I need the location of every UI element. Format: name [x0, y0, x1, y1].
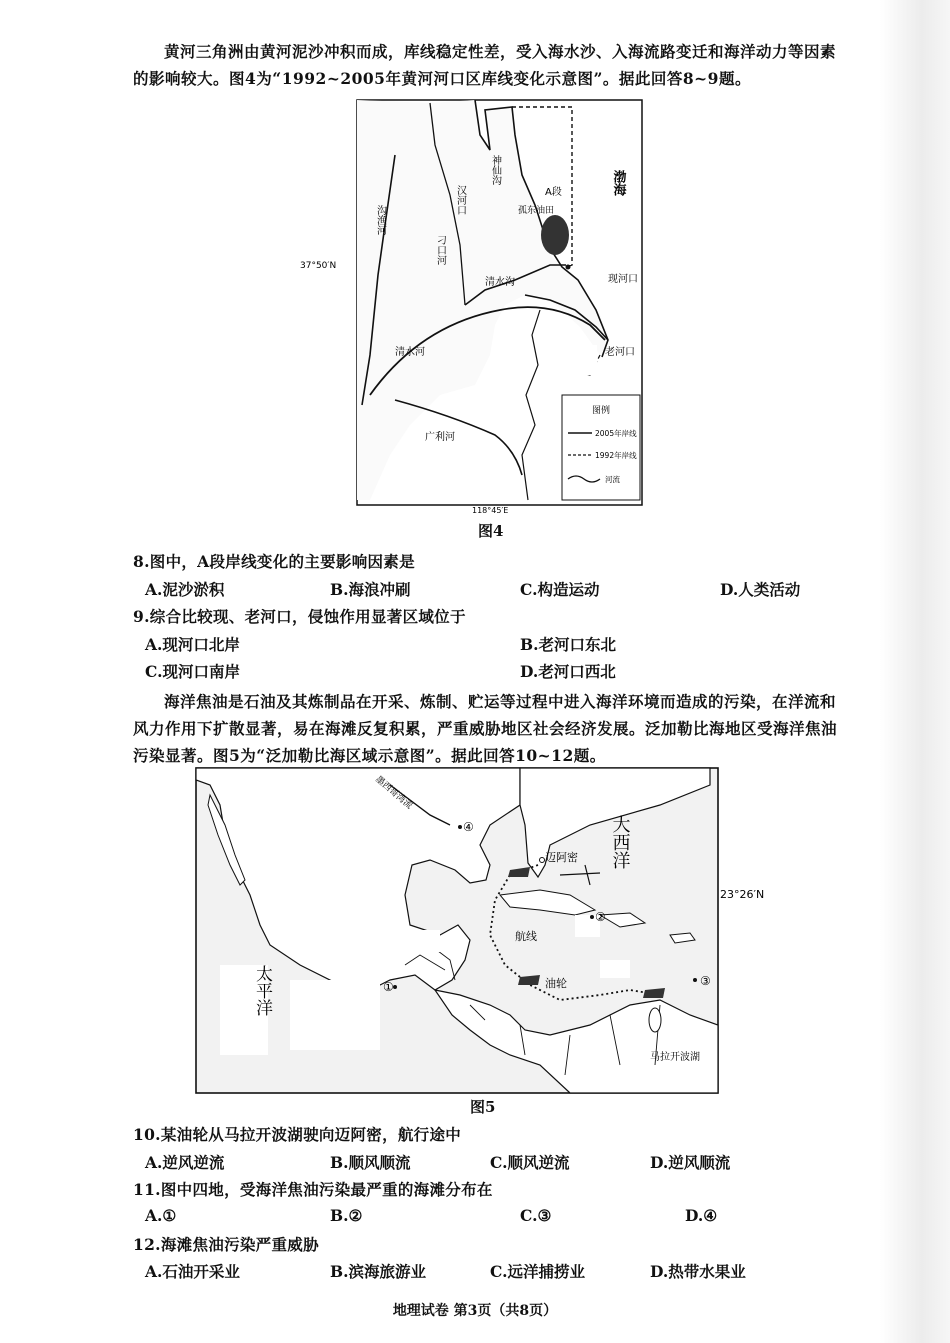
- label-maracaibo: 马拉开波湖: [650, 1052, 700, 1063]
- fig4-legend: [562, 395, 640, 500]
- question-12-option-b[interactable]: B.滨海旅游业: [330, 1262, 426, 1281]
- intro-paragraph-2: 海洋焦油是石油及其炼制品在开采、炼制、贮运等过程中进入海洋环境而造成的污染，在洋流和风力作用下扩散显著，易在海滩反复积累，严重威胁地区社会经济发展。泛加勒比海地区受海洋焦油污染显著。图5为“泛加勒比海区域示意图”。据此回答10~12题。: [133, 692, 838, 765]
- question-8-option-b[interactable]: B.海浪冲刷: [330, 580, 411, 599]
- point-4-marker: [458, 825, 462, 829]
- question-11-option-d[interactable]: D.④: [685, 1206, 718, 1225]
- label-miami: 迈阿密: [545, 851, 578, 864]
- label-atlantic: 大西洋: [609, 815, 631, 869]
- question-11-option-a[interactable]: A.①: [145, 1206, 177, 1225]
- question-12-stem: 12.海滩焦油污染严重威胁: [133, 1235, 319, 1254]
- question-10-option-d[interactable]: D.逆风顺流: [650, 1153, 731, 1172]
- label-river-3: 神仙沟: [489, 155, 501, 185]
- question-9-option-b[interactable]: B.老河口东北: [520, 635, 616, 654]
- question-10-stem: 10.某油轮从马拉开波湖驶向迈阿密，航行途中: [133, 1125, 462, 1144]
- label-river-1: 沟渔河: [374, 205, 386, 235]
- page-footer: 地理试卷 第3页（共8页）: [392, 1303, 558, 1319]
- label-point-3: ③: [700, 974, 711, 988]
- question-10-option-b[interactable]: B.顺风顺流: [330, 1153, 411, 1172]
- oilfield-area: [541, 215, 569, 255]
- question-8-option-c[interactable]: C.构造运动: [520, 580, 600, 599]
- question-11-option-b[interactable]: B.②: [330, 1206, 363, 1225]
- label-route: 航线: [515, 930, 537, 943]
- question-9-option-c[interactable]: C.现河口南岸: [145, 662, 240, 681]
- question-9-option-d[interactable]: D.老河口西北: [520, 662, 616, 681]
- label-latitude-4: 37°50′N: [300, 261, 337, 271]
- question-9-option-a[interactable]: A.现河口北岸: [145, 635, 240, 654]
- label-point-4: ④: [463, 820, 474, 834]
- label-longitude-4: 118°45′E: [472, 506, 509, 515]
- figure-4-map: [300, 95, 700, 515]
- label-oilfield: 孤东油田: [518, 206, 555, 216]
- label-gulf-current: 墨西哥湾流: [373, 774, 414, 812]
- legend-2005: 2005年岸线: [595, 429, 637, 438]
- label-a-segment: A段: [545, 187, 562, 198]
- label-river-4: 刁口河: [434, 235, 446, 265]
- label-point-1: ①: [383, 980, 394, 994]
- question-12-option-a[interactable]: A.石油开采业: [145, 1262, 240, 1281]
- label-river-2: 汉河口: [454, 185, 466, 215]
- label-tanker: 油轮: [545, 977, 567, 990]
- figure-5-map: [190, 765, 790, 1095]
- question-10-option-c[interactable]: C.顺风逆流: [490, 1153, 570, 1172]
- question-11-option-c[interactable]: C.③: [520, 1206, 552, 1225]
- figure-5-caption: 图5: [470, 1098, 496, 1116]
- question-12-option-d[interactable]: D.热带水果业: [650, 1262, 746, 1281]
- label-old-mouth: 老河口: [605, 347, 635, 358]
- legend-river: 河流: [605, 475, 620, 484]
- question-12-option-c[interactable]: C.远洋捕捞业: [490, 1262, 585, 1281]
- maracaibo-lake: [649, 1008, 661, 1032]
- figure-4-caption: 图4: [478, 522, 504, 540]
- miami-marker: [540, 858, 545, 863]
- intro-paragraph-1: 黄河三角洲由黄河泥沙冲积而成，库线稳定性差，受入海水沙、入海流路变迁和海洋动力等因素的影响较大。图4为“1992~2005年黄河河口区库线变化示意图”。据此回答8~9题。: [133, 42, 837, 88]
- question-9-stem: 9.综合比较现、老河口，侵蚀作用显著区域位于: [133, 607, 466, 626]
- label-latitude-5: 23°26′N: [720, 888, 765, 901]
- question-8-option-d[interactable]: D.人类活动: [720, 580, 801, 599]
- label-now-mouth: 现河口: [608, 274, 638, 285]
- label-river-5: 清水沟: [485, 277, 515, 288]
- page-edge-shadow: [880, 0, 950, 1343]
- point-2-marker: [590, 915, 594, 919]
- question-10-option-a[interactable]: A.逆风逆流: [145, 1153, 225, 1172]
- label-river-6: 广利河: [425, 432, 455, 443]
- label-river-7: 清水河: [395, 347, 425, 358]
- point-3-marker: [693, 978, 697, 982]
- legend-title: 图例: [592, 406, 611, 416]
- question-8-option-a[interactable]: A.泥沙淤积: [145, 580, 225, 599]
- label-point-2: ②: [595, 910, 606, 924]
- question-11-stem: 11.图中四地，受海洋焦油污染最严重的海滩分布在: [133, 1180, 493, 1199]
- question-8-stem: 8.图中，A段岸线变化的主要影响因素是: [133, 552, 415, 571]
- legend-1992: 1992年岸线: [595, 451, 637, 460]
- label-bohai: 渤海: [610, 170, 626, 196]
- label-pacific: 太平洋: [252, 965, 272, 1016]
